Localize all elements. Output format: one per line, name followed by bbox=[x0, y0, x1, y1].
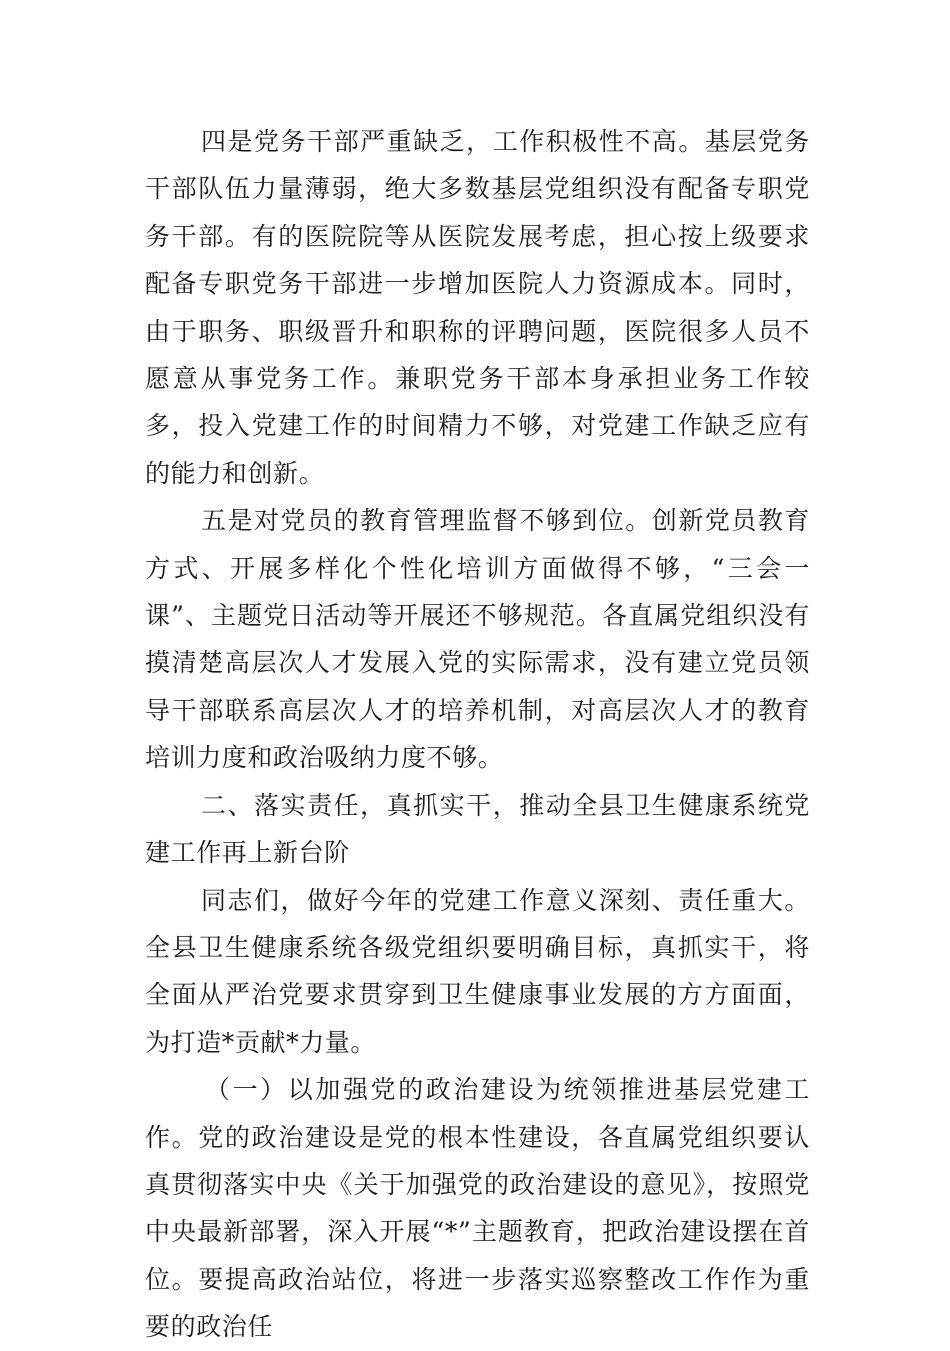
document-body bbox=[145, 118, 810, 1351]
paragraph-political-construction: （一）以加强党的政治建设为统领推进基层党建工作。党的政治建设是党的根本性建设，各直属党组织要认真贯彻落实中央《关于加强党的政治建设的意见》，按照党中央最新部署，深入开展“*”主题教育，把政治建设摆在首位。要提高政治站位，将进一步落实巡察整改工作作为重要的政治任 bbox=[145, 1075, 810, 1342]
section-heading-responsibility: 二、落实责任，真抓实干，推动全县卫生健康系统党建工作再上新台阶 bbox=[145, 790, 810, 868]
paragraph-party-cadre-shortage: 四是党务干部严重缺乏，工作积极性不高。基层党务干部队伍力量薄弱，绝大多数基层党组织没有配备专职党务干部。有的医院院等从医院发展考虑，担心按上级要求配备专职党务干部进一步增加医院人力资源成本。同时，由于职务、职级晋升和职称的评聘问题，医院很多人员不愿意从事党务工作。兼职党务干部本身承担业务工作较多，投入党建工作的时间精力不够，对党建工作缺乏应有的能力和创新。 bbox=[145, 127, 810, 488]
paragraph-comrades: 同志们，做好今年的党建工作意义深刻、责任重大。全县卫生健康系统各级党组织要明确目标，真抓实干，将全面从严治党要求贯穿到卫生健康事业发展的方方面面，为打造*贡献*力量。 bbox=[145, 885, 810, 1057]
paragraph-member-education: 五是对党员的教育管理监督不够到位。创新党员教育方式、开展多样化个性化培训方面做得不够，“三会一课”、主题党日活动等开展还不够规范。各直属党组织没有摸清楚高层次人才发展入党的实际需求，没有建立党员领导干部联系高层次人才的培养机制，对高层次人才的教育培训力度和政治吸纳力度不够。 bbox=[145, 506, 810, 773]
